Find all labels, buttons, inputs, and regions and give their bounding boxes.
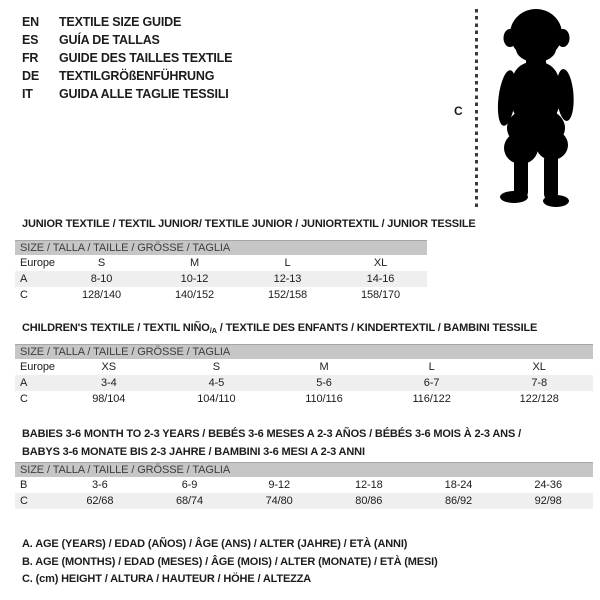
table-cell: 98/104: [92, 393, 126, 405]
table-cell: 74/80: [265, 495, 293, 507]
junior-section-title: JUNIOR TEXTILE / TEXTIL JUNIOR/ TEXTILE JUNIOR / JUNIORTEXTIL / JUNIOR TESSILE: [22, 218, 476, 230]
language-row: [22, 31, 232, 49]
table-cell: 18-24: [444, 479, 473, 491]
children-title-suffix: / TEXTILE DES ENFANTS / KINDERTEXTIL / BAMBINI TESSILE: [216, 322, 538, 334]
table-row: [15, 287, 427, 303]
row-label: Europe: [20, 257, 55, 269]
row-label: C: [20, 495, 28, 507]
row-label: C: [20, 393, 28, 405]
table-cell: 6-7: [423, 377, 440, 389]
table-cell: 140/152: [174, 289, 215, 301]
language-label: GUÍA DE TALLAS: [59, 33, 160, 47]
legend: [22, 536, 438, 589]
table-row: [15, 493, 593, 509]
legend-line-b: B. AGE (MONTHS) / EDAD (MESES) / ÂGE (MOIS) / ALTER (MONATE) / ETÀ (MESI): [22, 555, 438, 568]
table-cell: 92/98: [534, 495, 562, 507]
table-cell: XS: [101, 361, 117, 373]
table-row: [15, 359, 593, 375]
table-cell: 104/110: [197, 393, 236, 405]
children-size-table: [15, 344, 593, 407]
table-cell: 3-6: [92, 479, 108, 491]
language-label: GUIDE DES TAILLES TEXTILE: [59, 51, 233, 65]
babies-title-line2: BABYS 3-6 MONATE BIS 2-3 JAHRE / BAMBINI 3-6 MESI A 2-3 ANNI: [22, 446, 365, 458]
language-code: EN: [22, 15, 39, 29]
table-cell: 12-13: [273, 273, 302, 285]
table-cell: 9-12: [268, 479, 290, 491]
table-cell: 10-12: [180, 273, 209, 285]
legend-line-a: A. AGE (YEARS) / EDAD (AÑOS) / ÂGE (ANS) / ALTER (JAHRE) / ETÀ (ANNI): [22, 538, 408, 550]
language-label: TEXTILE SIZE GUIDE: [59, 15, 182, 29]
table-row: [15, 375, 593, 391]
size-header-bar: SIZE / TALLA / TAILLE / GRÖSSE / TAGLIA: [15, 344, 593, 359]
table-cell: M: [319, 361, 329, 373]
table-cell: XL: [373, 257, 388, 269]
junior-size-table: [15, 240, 427, 303]
row-label: A: [20, 273, 28, 285]
baby-silhouette-icon: [484, 8, 584, 208]
language-code: FR: [22, 51, 39, 65]
table-cell: 62/68: [86, 495, 114, 507]
table-cell: 158/170: [360, 289, 401, 301]
table-cell: 80/86: [355, 495, 383, 507]
table-row: [15, 477, 593, 493]
language-row: [22, 85, 232, 103]
table-cell: 110/116: [305, 393, 343, 405]
table-cell: 68/74: [175, 495, 203, 507]
row-label: A: [20, 377, 28, 389]
size-header-bar: SIZE / TALLA / TAILLE / GRÖSSE / TAGLIA: [15, 240, 427, 255]
babies-title-line1: BABIES 3-6 MONTH TO 2-3 YEARS / BEBÉS 3-6 MESES A 2-3 AÑOS / BÉBÉS 3-6 MOIS À 2-3 ANS /: [22, 428, 521, 440]
children-title-subscript: /A: [209, 326, 217, 335]
table-cell: 116/122: [412, 393, 451, 405]
table-cell: 14-16: [366, 273, 395, 285]
table-row: [15, 391, 593, 407]
language-code: ES: [22, 33, 39, 47]
table-cell: L: [284, 257, 291, 269]
table-cell: 5-6: [316, 377, 332, 389]
language-code: IT: [22, 87, 33, 101]
height-marker-label: C: [454, 104, 463, 118]
language-row: [22, 67, 232, 85]
table-cell: XL: [532, 361, 546, 373]
table-cell: 3-4: [100, 377, 117, 389]
table-cell: 122/128: [519, 393, 559, 405]
height-dotted-line: [475, 9, 478, 207]
row-label: Europe: [20, 361, 55, 373]
table-cell: 6-9: [181, 479, 198, 491]
language-row: [22, 49, 232, 67]
table-cell: 152/158: [267, 289, 308, 301]
table-row: [15, 255, 427, 271]
table-cell: L: [428, 361, 435, 373]
language-list: [22, 13, 232, 103]
size-header-bar: SIZE / TALLA / TAILLE / GRÖSSE / TAGLIA: [15, 462, 593, 477]
babies-size-table: [15, 462, 593, 509]
language-label: GUIDA ALLE TAGLIE TESSILI: [59, 87, 229, 101]
table-cell: M: [189, 257, 200, 269]
language-label: TEXTILGRÖßENFÜHRUNG: [59, 69, 215, 83]
table-cell: 24-36: [534, 479, 562, 491]
babies-section-title: [22, 425, 521, 461]
table-cell: 86/92: [444, 495, 472, 507]
children-section-title: [22, 322, 537, 335]
language-row: [22, 13, 232, 31]
table-cell: 7-8: [531, 377, 547, 389]
children-title-prefix: CHILDREN'S TEXTILE / TEXTIL NIÑO: [22, 322, 210, 334]
row-label: B: [20, 479, 28, 491]
row-label: C: [20, 289, 28, 301]
language-code: DE: [22, 69, 39, 83]
table-cell: 128/140: [81, 289, 122, 301]
table-cell: 8-10: [90, 273, 113, 285]
legend-line-c: C. (cm) HEIGHT / ALTURA / HAUTEUR / HÖHE / ALTEZZA: [22, 573, 312, 585]
table-cell: 4-5: [208, 377, 225, 389]
table-cell: 12-18: [355, 479, 383, 491]
table-cell: S: [212, 361, 221, 373]
table-row: [15, 271, 427, 287]
table-cell: S: [97, 257, 106, 269]
